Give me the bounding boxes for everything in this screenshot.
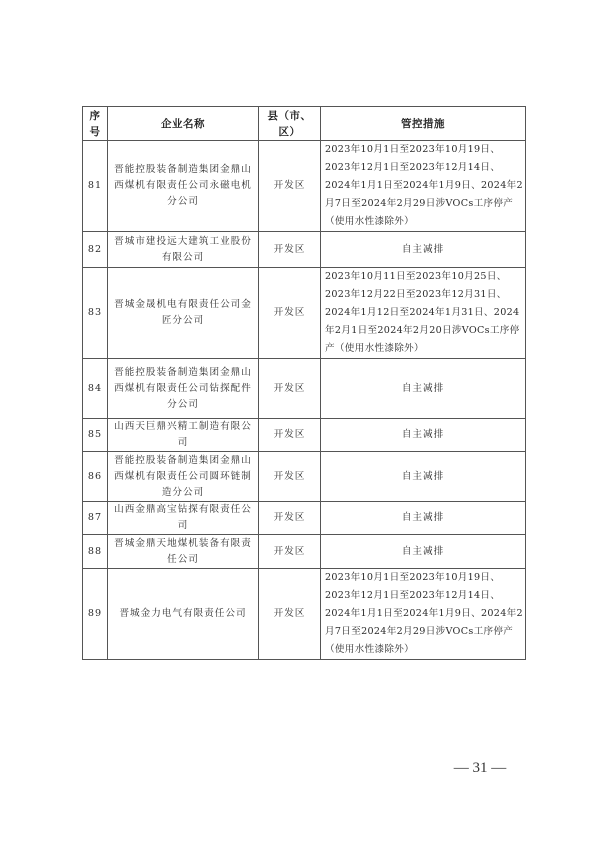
control-measure-cell: 自主减排 <box>321 359 526 419</box>
company-name-cell: 山西金鼎高宝钻探有限责任公司 <box>108 502 259 535</box>
control-measure-cell: 自主减排 <box>321 535 526 569</box>
table-row <box>83 232 526 268</box>
serial-cell: 85 <box>83 419 108 452</box>
header-serial: 序号 <box>83 107 108 141</box>
serial-cell: 89 <box>83 569 108 660</box>
serial-cell: 86 <box>83 452 108 502</box>
serial-cell: 81 <box>83 141 108 232</box>
serial-cell: 88 <box>83 535 108 569</box>
company-name-cell: 晋能控股装备制造集团金鼎山西煤机有限责任公司钻探配件分公司 <box>108 359 259 419</box>
control-measure-cell: 2023年10月1日至2023年10月19日、2023年12月1日至2023年12月14日、2024年1月1日至2024年1月9日、2024年2月7日至2024年2月29日涉VOCs工序停产（使用水性漆除外） <box>321 569 526 660</box>
header-control-measures: 管控措施 <box>321 107 526 141</box>
table-row <box>83 419 526 452</box>
company-name-cell: 晋城金鼎天地煤机装备有限责任公司 <box>108 535 259 569</box>
county-cell: 开发区 <box>259 569 321 660</box>
county-cell: 开发区 <box>259 141 321 232</box>
control-measure-cell: 2023年10月11日至2023年10月25日、2023年12月22日至2023年12月31日、2024年1月12日至2024年1月31日、2024年2月1日至2024年2月20日涉VOCs工序停产（使用水性漆除外） <box>321 268 526 359</box>
serial-cell: 83 <box>83 268 108 359</box>
county-cell: 开发区 <box>259 419 321 452</box>
table-row <box>83 359 526 419</box>
table-row <box>83 569 526 660</box>
county-cell: 开发区 <box>259 535 321 569</box>
company-name-cell: 晋能控股装备制造集团金鼎山西煤机有限责任公司永磁电机分公司 <box>108 141 259 232</box>
control-measure-cell: 自主减排 <box>321 502 526 535</box>
table-row <box>83 268 526 359</box>
header-company-name: 企业名称 <box>108 107 259 141</box>
county-cell: 开发区 <box>259 502 321 535</box>
county-cell: 开发区 <box>259 268 321 359</box>
county-cell: 开发区 <box>259 359 321 419</box>
table-row <box>83 502 526 535</box>
page-number: — 31 — <box>453 760 507 776</box>
serial-cell: 84 <box>83 359 108 419</box>
company-name-cell: 晋城市建投远大建筑工业股份有限公司 <box>108 232 259 268</box>
control-measure-cell: 自主减排 <box>321 452 526 502</box>
company-name-cell: 晋城金力电气有限责任公司 <box>108 569 259 660</box>
table-body <box>83 141 526 660</box>
control-measure-cell: 2023年10月1日至2023年10月19日、2023年12月1日至2023年12月14日、2024年1月1日至2024年1月9日、2024年2月7日至2024年2月29日涉VOCs工序停产（使用水性漆除外） <box>321 141 526 232</box>
header-county: 县（市、区） <box>259 107 321 141</box>
table-row <box>83 141 526 232</box>
county-cell: 开发区 <box>259 452 321 502</box>
county-cell: 开发区 <box>259 232 321 268</box>
control-measure-cell: 自主减排 <box>321 232 526 268</box>
company-name-cell: 山西天巨鼎兴精工制造有限公司 <box>108 419 259 452</box>
control-measures-table <box>82 106 526 660</box>
serial-cell: 87 <box>83 502 108 535</box>
company-name-cell: 晋能控股装备制造集团金鼎山西煤机有限责任公司圆环链制造分公司 <box>108 452 259 502</box>
table-row <box>83 535 526 569</box>
control-measure-cell: 自主减排 <box>321 419 526 452</box>
table-row <box>83 452 526 502</box>
serial-cell: 82 <box>83 232 108 268</box>
table-header-row <box>83 107 526 141</box>
company-name-cell: 晋城金晟机电有限责任公司金匠分公司 <box>108 268 259 359</box>
